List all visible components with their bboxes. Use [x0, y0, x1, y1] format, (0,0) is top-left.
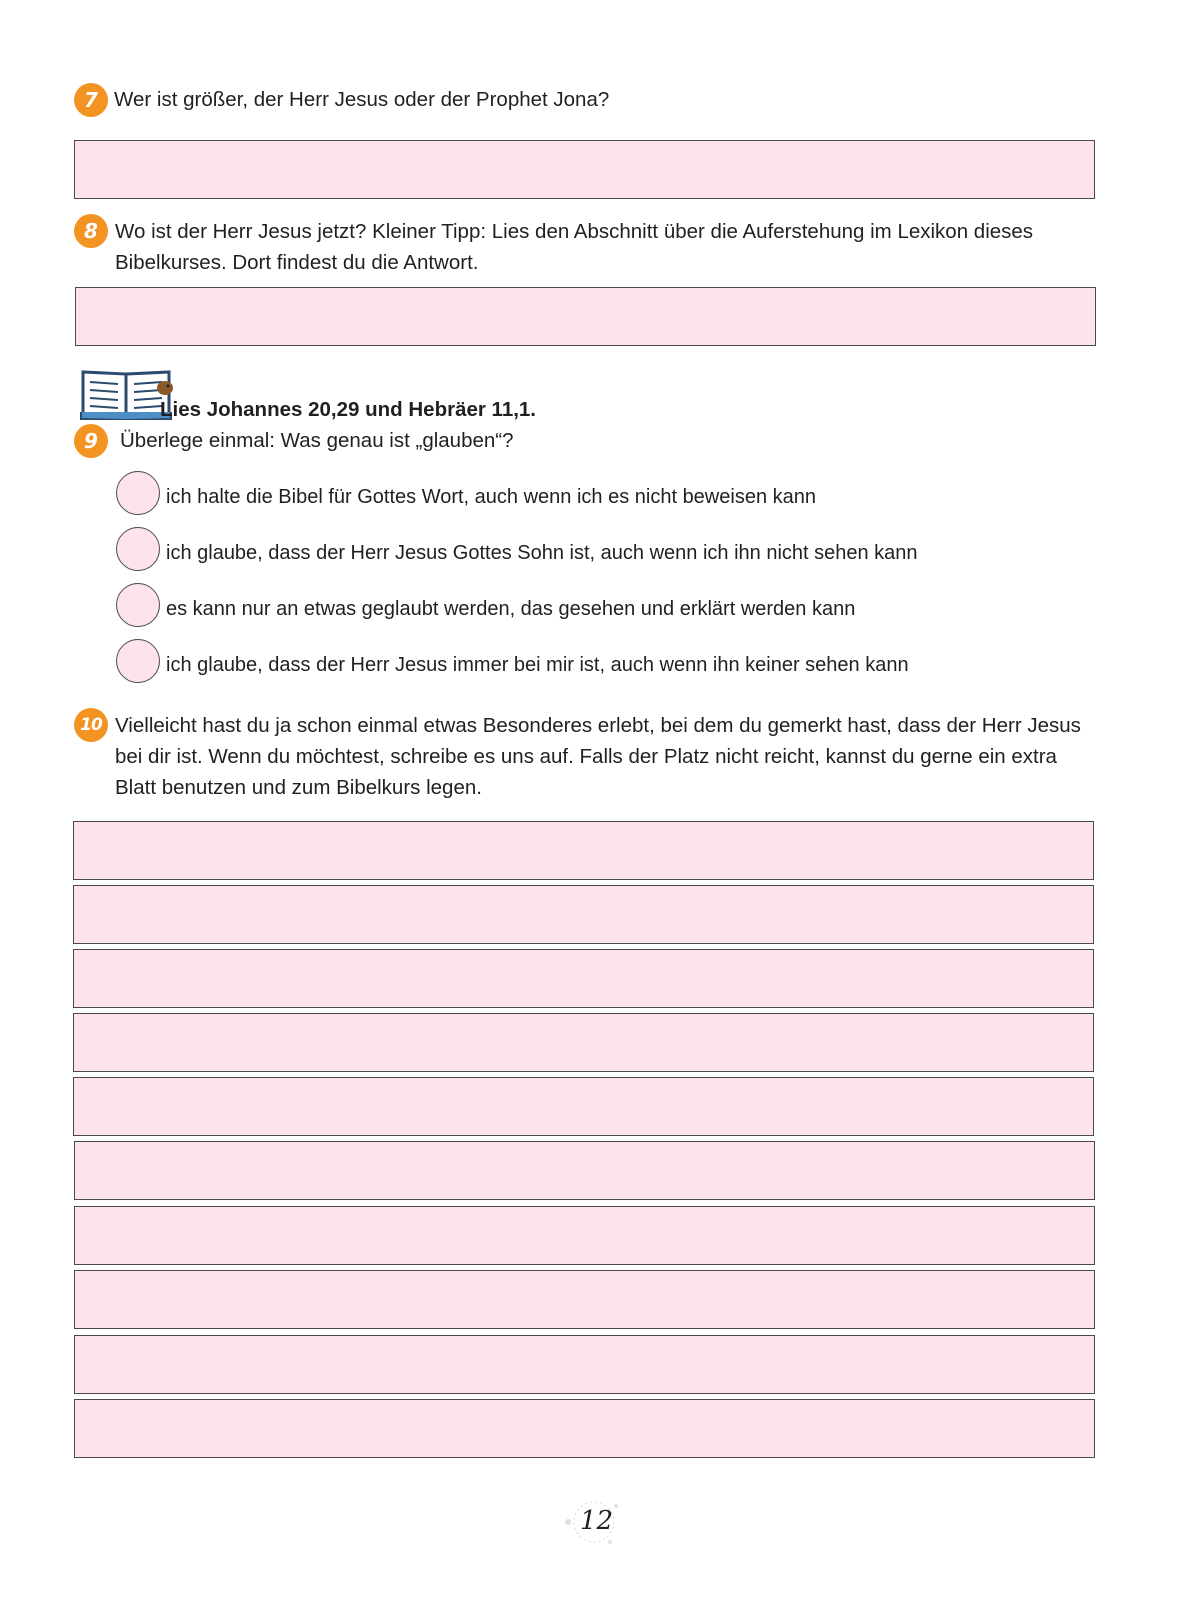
- question-text-line: Vielleicht hast du ja schon einmal etwas Besonderes erlebt, bei dem du gemerkt hast, dass der Herr Jesus: [115, 714, 1081, 737]
- answer-line-field[interactable]: [73, 885, 1094, 944]
- question-text-line: Wo ist der Herr Jesus jetzt? Kleiner Tipp: Lies den Abschnitt über die Auferstehung im Lexikon dieses: [115, 220, 1034, 243]
- option-checkbox[interactable]: [116, 471, 160, 515]
- question-number-badge: 10: [74, 708, 108, 742]
- answer-line-field[interactable]: [74, 1335, 1095, 1394]
- answer-line-field[interactable]: [74, 1206, 1095, 1265]
- answer-field[interactable]: [75, 287, 1096, 346]
- option-label: ich glaube, dass der Herr Jesus Gottes Sohn ist, auch wenn ich ihn nicht sehen kann: [166, 542, 918, 564]
- question-text: Überlege einmal: Was genau ist „glauben“?: [120, 429, 514, 452]
- answer-line-field[interactable]: [73, 949, 1094, 1008]
- option-checkbox[interactable]: [116, 639, 160, 683]
- option-label: ich glaube, dass der Herr Jesus immer bei mir ist, auch wenn ihn keiner sehen kann: [166, 654, 909, 676]
- answer-field[interactable]: [74, 140, 1095, 199]
- option-checkbox[interactable]: [116, 527, 160, 571]
- answer-line-field[interactable]: [73, 1013, 1094, 1072]
- option-label: es kann nur an etwas geglaubt werden, das gesehen und erklärt werden kann: [166, 598, 856, 620]
- option-checkbox[interactable]: [116, 583, 160, 627]
- question-text-line: bei dir ist. Wenn du möchtest, schreibe es uns auf. Falls der Platz nicht reicht, kannst du gerne ein extra: [115, 745, 1057, 768]
- answer-line-field[interactable]: [74, 1270, 1095, 1329]
- answer-line-field[interactable]: [74, 1141, 1095, 1200]
- question-number-badge: 7: [74, 83, 108, 117]
- option-label: ich halte die Bibel für Gottes Wort, auch wenn ich es nicht beweisen kann: [166, 486, 816, 508]
- question-number-badge: 9: [74, 424, 108, 458]
- answer-line-field[interactable]: [74, 1399, 1095, 1458]
- page-number: 12: [580, 1506, 614, 1536]
- answer-line-field[interactable]: [73, 821, 1094, 880]
- question-text-line: Blatt benutzen und zum Bibelkurs legen.: [115, 776, 482, 799]
- answer-line-field[interactable]: [73, 1077, 1094, 1136]
- question-text-line: Bibelkurses. Dort findest du die Antwort.: [115, 251, 479, 274]
- question-text: Wer ist größer, der Herr Jesus oder der Prophet Jona?: [114, 88, 610, 111]
- reading-reference: Lies Johannes 20,29 und Hebräer 11,1.: [160, 398, 537, 421]
- question-number-badge: 8: [74, 214, 108, 248]
